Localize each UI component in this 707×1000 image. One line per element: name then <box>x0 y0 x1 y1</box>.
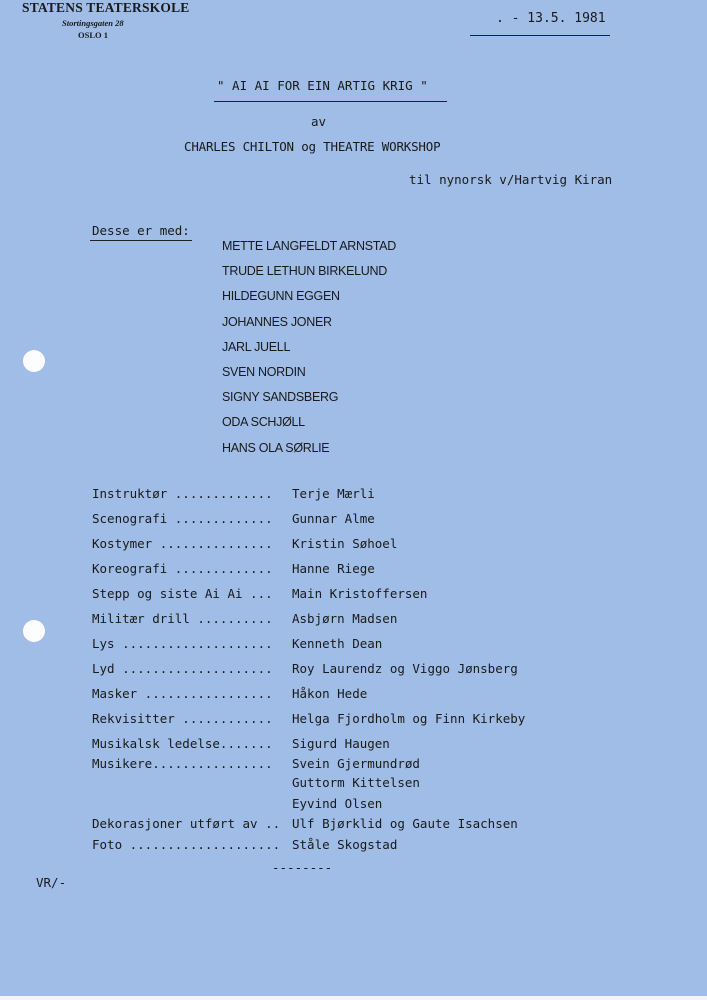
crew-name: Helga Fjordholm og Finn Kirkeby <box>292 711 526 726</box>
by-label: av <box>311 114 327 129</box>
document-date: . - 13.5. 1981 <box>496 11 606 26</box>
crew-name: Roy Laurendz og Viggo Jønsberg <box>292 661 518 676</box>
crew-role: Kostymer ............... <box>92 536 273 551</box>
crew-name: Kristin Søhoel <box>292 536 398 551</box>
crew-name: Terje Mærli <box>292 486 375 501</box>
cast-member: METTE LANGFELDT ARNSTAD <box>222 239 396 253</box>
letterhead-name: STATENS TEATERSKOLE <box>22 0 190 15</box>
crew-role: Dekorasjoner utført av .. <box>92 816 281 831</box>
play-title: " AI AI FOR EIN ARTIG KRIG " <box>217 78 428 93</box>
crew-role: Masker ................. <box>92 686 273 701</box>
crew-name: Håkon Hede <box>292 686 368 701</box>
cast-member: HANS OLA SØRLIE <box>222 440 330 455</box>
page-edge <box>0 996 707 1000</box>
cast-member: SVEN NORDIN <box>222 364 306 379</box>
crew-name: Sigurd Haugen <box>292 736 390 751</box>
cast-heading: Desse er med: <box>92 223 190 238</box>
cast-member: JARL JUELL <box>222 339 291 354</box>
crew-role: Rekvisitter ............ <box>92 711 273 726</box>
crew-name: Main Kristoffersen <box>292 586 428 601</box>
crew-role: Lys .................... <box>92 636 273 651</box>
title-underline <box>214 101 447 102</box>
crew-name: Asbjørn Madsen <box>292 611 398 626</box>
play-authors: CHARLES CHILTON og THEATRE WORKSHOP <box>184 139 441 154</box>
crew-name: Eyvind Olsen <box>292 796 383 811</box>
crew-name: Guttorm Kittelsen <box>292 775 420 790</box>
typist-initials: VR/- <box>36 875 67 890</box>
closing-divider: -------- <box>272 860 333 875</box>
crew-name: Kenneth Dean <box>292 636 383 651</box>
cast-member: JOHANNES JONER <box>222 314 332 329</box>
date-underline <box>470 35 610 36</box>
crew-name: Gunnar Alme <box>292 511 375 526</box>
cast-member: ODA SCHJØLL <box>222 415 305 430</box>
crew-name: Ståle Skogstad <box>292 837 398 852</box>
punch-hole <box>23 350 45 372</box>
crew-role: Scenografi ............. <box>92 511 273 526</box>
crew-name: Hanne Riege <box>292 561 375 576</box>
letterhead-city: OSLO 1 <box>78 30 108 40</box>
punch-hole <box>23 620 45 642</box>
cast-member: SIGNY SANDSBERG <box>222 390 339 405</box>
crew-name: Ulf Bjørklid og Gaute Isachsen <box>292 816 518 831</box>
crew-role: Militær drill .......... <box>92 611 273 626</box>
crew-role: Koreografi ............. <box>92 561 273 576</box>
cast-member: TRUDE LETHUN BIRKELUND <box>222 264 387 279</box>
letterhead-street: Stortingsgaten 28 <box>62 18 124 28</box>
crew-role: Foto .................... <box>92 837 281 852</box>
crew-role: Musikere................ <box>92 756 273 771</box>
crew-role: Instruktør ............. <box>92 486 273 501</box>
crew-role: Lyd .................... <box>92 661 273 676</box>
cast-member: HILDEGUNN EGGEN <box>222 289 340 304</box>
cast-heading-underline <box>90 240 192 241</box>
crew-role: Stepp og siste Ai Ai ... <box>92 586 273 601</box>
crew-name: Svein Gjermundrød <box>292 756 420 771</box>
crew-role: Musikalsk ledelse....... <box>92 736 273 751</box>
translation-credit: til nynorsk v/Hartvig Kiran <box>409 172 613 187</box>
cast-list <box>222 239 396 466</box>
